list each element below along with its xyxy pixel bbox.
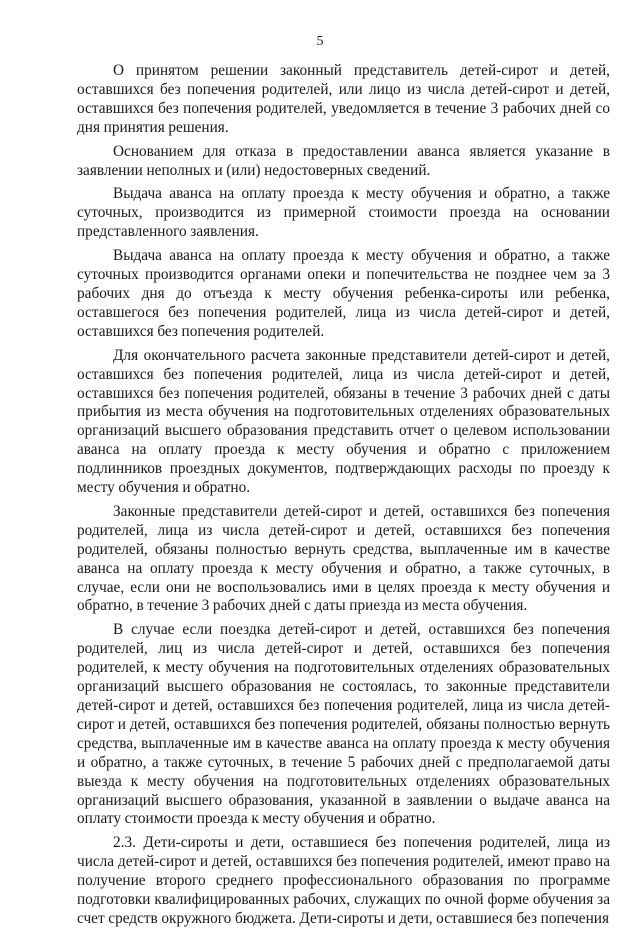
- paragraph-refund-cancelled-trip: В случае если поездка детей-сирот и детей, оставшихся без попечения родителей, лиц из числа детей-сирот и детей, оставшихся без попечения родителей, к месту обучения на подготовительных отделениях образовательных организаций высшего образования не состоялась, то законные представители детей-сирот и детей, оставшихся без попечения родителей, лица из числа детей-сирот и детей, оставшихся без попечения родителей, обязаны полностью вернуть средства, выплаченные им в качестве аванса на оплату проезда к месту обучения и обратно, а также суточных, в течение 5 рабочих дней с предполагаемой даты выезда к месту обучения на подготовительных отделениях образовательных организаций высшего образования, указанной в заявлении о выдаче аванса на оплату стоимости проезда к месту обучения и обратно.: [77, 621, 610, 828]
- page-number: 5: [316, 34, 324, 49]
- paragraph-refusal-grounds: Основанием для отказа в предоставлении аванса является указание в заявлении неполных и (или) недостоверных сведений.: [77, 142, 610, 179]
- paragraph-advance-timing: Выдача аванса на оплату проезда к месту обучения и обратно, а также суточных производится органами опеки и попечительства не позднее чем за 3 рабочих дня до отъезда к месту обучения ребенка-сироты или ребенка, оставшегося без попечения родителей, лица из числа детей-сирот и детей, оставшихся без попечения родителей.: [77, 247, 610, 340]
- paragraph-final-settlement: Для окончательного расчета законные представители детей-сирот и детей, оставшихся без попечения родителей, лица из числа детей-сирот и детей, оставшихся без попечения родителей, обязаны в течение 3 рабочих дней с даты прибытия из места обучения на подготовительных отделениях образовательных организаций высшего образования представить отчет о целевом использовании аванса на оплату проезда к месту обучения и обратно с приложением подлинников проездных документов, подтверждающих расходы по проезду к месту обучения и обратно.: [77, 346, 610, 497]
- paragraph-advance-basis: Выдача аванса на оплату проезда к месту обучения и обратно, а также суточных, производится из примерной стоимости проезда на основании представленного заявления.: [77, 185, 610, 241]
- paragraph-refund-unused: Законные представители детей-сирот и детей, оставшихся без попечения родителей, лица из числа детей-сирот и детей, оставшихся без попечения родителей, обязаны полностью вернуть средства, выплаченные им в качестве аванса на оплату проезда к месту обучения и обратно, а также суточных, в случае, если они не воспользовались ими в целях проезда к месту обучения и обратно, в течение 3 рабочих дней с даты приезда из места обучения.: [77, 502, 610, 615]
- paragraph-notification: О принятом решении законный представитель детей-сирот и детей, оставшихся без попечения родителей, или лицо из числа детей-сирот и детей, оставшихся без попечения родителей, уведомляется в течение 3 рабочих дней со дня принятия решения.: [77, 62, 610, 136]
- paragraph-section-2-3: 2.3. Дети-сироты и дети, оставшиеся без попечения родителей, лица из числа детей-сирот и детей, оставшихся без попечения родителей, имеют право на получение второго среднего профессионального образования по программе подготовки квалифицированных рабочих, служащих по очной форме обучения за счет средств окружного бюджета. Дети-сироты и дети, оставшиеся без попечения: [77, 834, 610, 927]
- document-body: [77, 62, 610, 934]
